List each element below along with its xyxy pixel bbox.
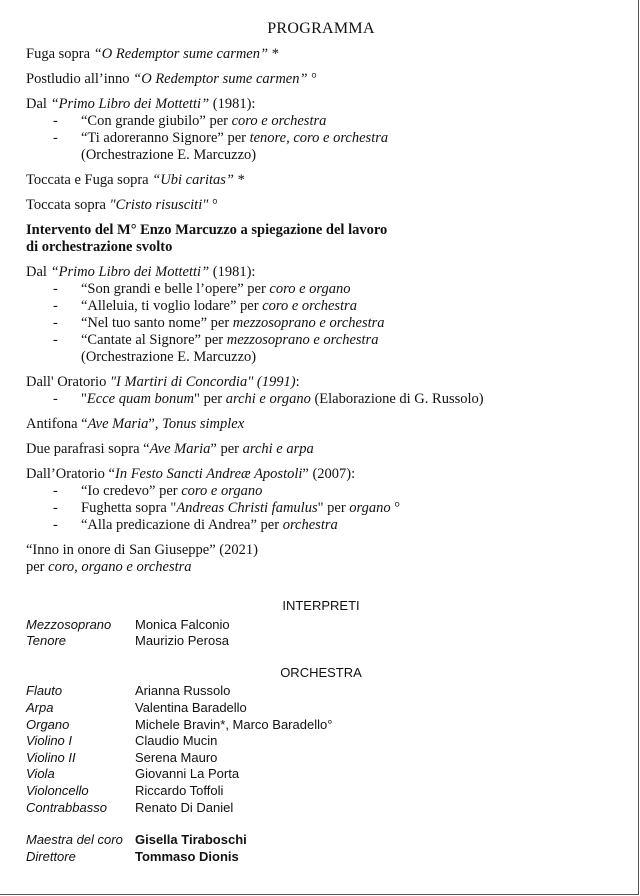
performer-row: Viola Giovanni La Porta xyxy=(26,766,240,782)
performer-row: Organo Michele Bravin*, Marco Baradello° xyxy=(26,716,333,732)
program-item-fuga: Fuga sopra “O Redemptor sume carmen” * xyxy=(26,46,279,62)
performer-row: Contrabbasso Renato Di Daniel xyxy=(26,799,234,815)
page-title: PROGRAMMA xyxy=(267,20,375,37)
list-item: - "Ecce quam bonum" per archi e organo (Elaborazione di G. Russolo) xyxy=(53,391,484,407)
performer-row: Flauto Arianna Russolo xyxy=(26,683,231,699)
program-item-mottetti-2: Dal “Primo Libro dei Mottetti” (1981): - “Son grandi e belle l’opere” per coro e organo - “Alleluia, ti voglio lodare” per coro e orchestra - “Nel tuo santo nome” per mezzosoprano e orchestra - “Cantate al Signore” per mezzosoprano e orchestra (Orchestrazione E. Marcuzzo) xyxy=(26,264,616,366)
list-item: - “Alleluia, ti voglio lodare” per coro e orchestra xyxy=(53,298,357,314)
program-item-postludio: Postludio all’inno “O Redemptor sume carmen” ° xyxy=(26,71,317,87)
performer-row: Mezzosoprano Monica Falconio xyxy=(26,616,230,632)
list-item: - “Alla predicazione di Andrea” per orchestra xyxy=(53,517,338,533)
program-item-inno: “Inno in onore di San Giuseppe” (2021) per coro, organo e orchestra xyxy=(26,542,258,575)
program-item-antifona: Antifona “Ave Maria”, Tonus simplex xyxy=(26,416,245,432)
interpreti-heading: INTERPRETI xyxy=(282,598,360,613)
performers-section xyxy=(26,598,616,865)
program-item-festo: Dall’Oratorio “In Festo Sancti Andreæ Apostoli” (2007): - “Io credevo” per coro e organo - Fughetta sopra "Andreas Christi famulus" per organo ° - “Alla predicazione di Andrea” per orchestra xyxy=(26,466,616,534)
list-item: - “Con grande giubilo” per coro e orchestra xyxy=(53,113,327,129)
performer-row: Tenore Maurizio Perosa xyxy=(26,633,229,649)
conductor-row: Maestra del coro Gisella Tiraboschi xyxy=(26,832,247,848)
orchestration-note: (Orchestrazione E. Marcuzzo) xyxy=(81,147,257,163)
performer-row: Violino II Serena Mauro xyxy=(26,749,218,765)
list-item: - Fughetta sopra "Andreas Christi famulus" per organo ° xyxy=(53,500,401,516)
orchestration-note: (Orchestrazione E. Marcuzzo) xyxy=(81,349,257,365)
performer-row: Violoncello Riccardo Toffoli xyxy=(26,782,224,798)
orchestra-heading: ORCHESTRA xyxy=(280,664,362,680)
list-item: - “Son grandi e belle l’opere” per coro e organo xyxy=(53,281,351,297)
list-item: - “Ti adoreranno Signore” per tenore, coro e orchestra xyxy=(53,130,389,146)
program-item-mottetti-1: Dal “Primo Libro dei Mottetti” (1981): - “Con grande giubilo” per coro e orchestra - “Ti adoreranno Signore” per tenore, coro e orchestra (Orchestrazione E. Marcuzzo) xyxy=(26,96,616,164)
performer-row: Violino I Claudio Mucin xyxy=(26,733,218,749)
conductor-row: Direttore Tommaso Dionis xyxy=(26,848,239,864)
program-item-intervento: Intervento del M° Enzo Marcuzzo a spiegazione del lavoro di orchestrazione svolto xyxy=(26,222,388,255)
program-item-parafrasi: Due parafrasi sopra “Ave Maria” per archi e arpa xyxy=(26,441,314,457)
list-item: - “Nel tuo santo nome” per mezzosoprano e orchestra xyxy=(53,315,385,331)
program-page xyxy=(26,20,616,865)
program-item-martiri: Dall' Oratorio "I Martiri di Concordia" (1991): - "Ecce quam bonum" per archi e organo (Elaborazione di G. Russolo) xyxy=(26,374,616,408)
list-item: - “Cantate al Signore” per mezzosoprano e orchestra xyxy=(53,332,379,348)
program-item-toccata-fuga: Toccata e Fuga sopra “Ubi caritas” * xyxy=(26,172,245,188)
list-item: - “Io credevo” per coro e organo xyxy=(53,483,263,499)
performer-row: Arpa Valentina Baradello xyxy=(26,699,247,715)
program-item-toccata: Toccata sopra "Cristo risusciti" ° xyxy=(26,197,218,213)
